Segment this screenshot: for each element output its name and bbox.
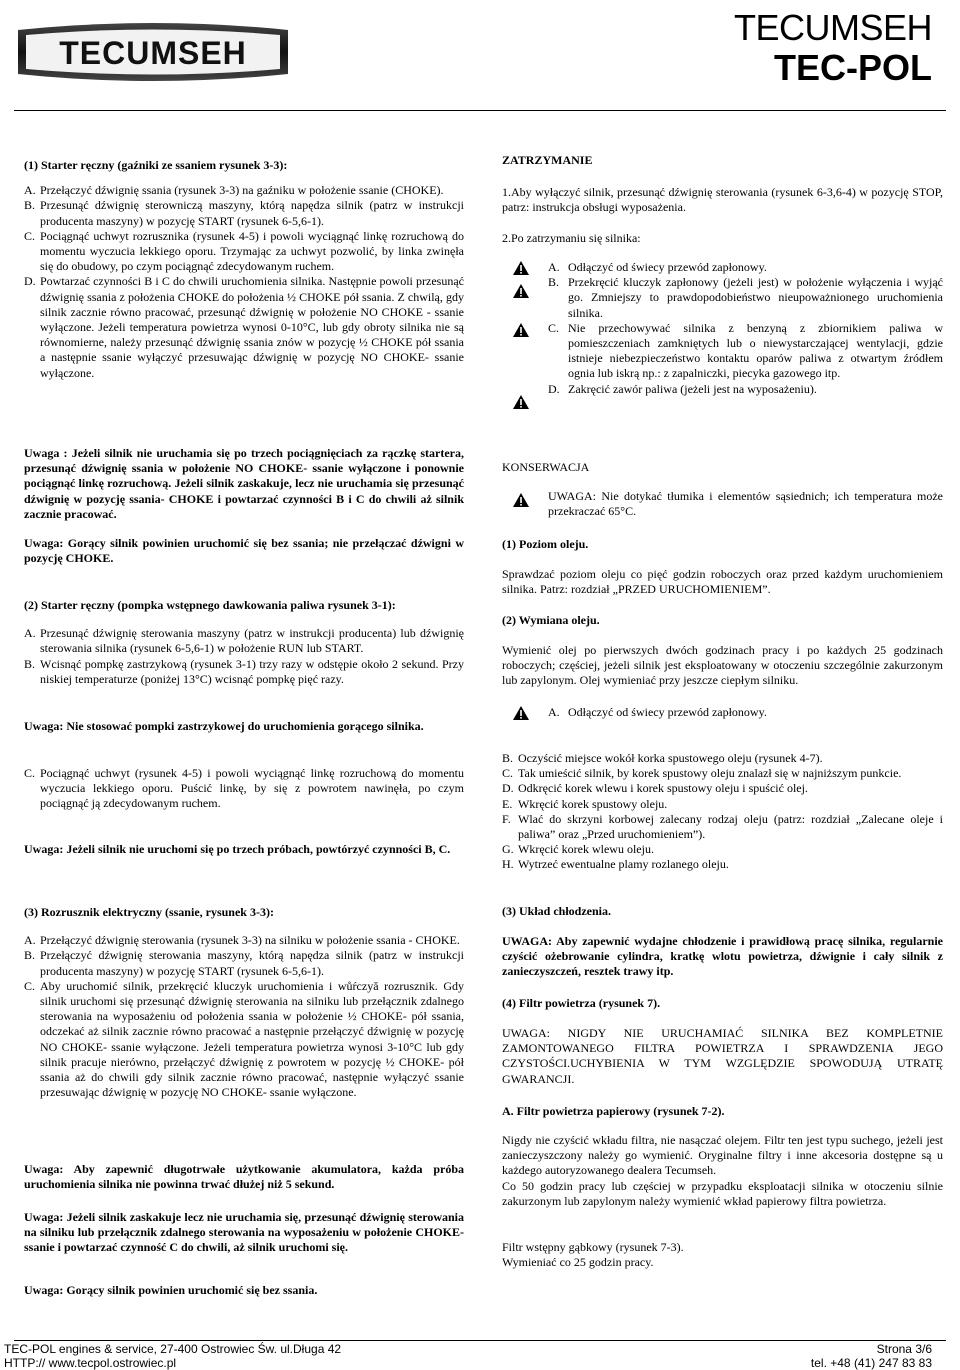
- note-no-primer-hot: Uwaga: Nie stosować pompki zastrzykowej do uruchomienia gorącego silnika.: [24, 719, 424, 733]
- list-item: [24, 229, 464, 275]
- list-text: Pociągnąć uchwyt (rysunek 4-5) i powoli wyciągnąć linkę rozruchową do momentu wyczucia lekkiego oporu. Puścić linkę, by się z powrotem nawinęła, po czym pociągnąć ją zdecydowanym ruchem.: [40, 766, 464, 811]
- list-item: [502, 857, 943, 872]
- footer-page-number: Strona 3/6: [876, 1342, 932, 1356]
- list-text: Tak umieścić silnik, by korek spustowy oleju znalazł się w najniższym punkcie.: [518, 766, 902, 781]
- warning-triangle-icon: [512, 260, 530, 276]
- list-label: E.: [502, 796, 513, 811]
- note-no-start: Uwaga : Jeżeli silnik nie uruchamia się po trzech pociągnięciach za rączkę startera, przesunąć dźwignię ssania w położenie NO CHOKE- ssanie wyłączone i ponownie pociągnąć linkę rozruchową. Jeżeli silnik zaskakuje, lecz nie uruchamia się przesunąć dźwignię w pozycję ssania- CHOKE i powtarzać czynności B i C do chwili aż silnik zacznie pracować.: [24, 446, 464, 521]
- list-text: Nie przechowywać silnika z benzyną z zbiornikiem paliwa w pomieszczeniach zamkniętych lub o niewystarczającej wentylacji, gdzie istnieje niebezpieczeństwo kontaktu oparów paliwa z otwartym źródłem ognia lub iskrą np.: z zapalniczki, piecyka gazowego itp.: [568, 320, 943, 381]
- section-title: (3) Rozrusznik elektryczny (ssanie, rysunek 3-3):: [24, 905, 274, 919]
- list-label: A.: [24, 933, 36, 948]
- list-text: Przełączyć dźwignię ssania (rysunek 3-3) na gaźniku w położenie ssanie (CHOKE).: [40, 183, 444, 198]
- footer-http: HTTP://: [4, 1356, 49, 1370]
- warning-triangle-icon: [512, 322, 530, 338]
- section-electric-starter: [24, 905, 464, 1100]
- foam-filter-text: Wymieniać co 25 godzin pracy.: [502, 1255, 654, 1269]
- list-text: Pociągnąć uchwyt rozrusznika (rysunek 4-5) i powoli wyciągnąć linkę rozruchową do momentu wyczucia lekkiego oporu. Trzymając za uchwyt pozwolić, by linka zwinęła się do obudowy, po czym pociągnąć zdecydowanym ruchem.: [40, 228, 464, 274]
- list-label: D.: [548, 381, 560, 396]
- stop-step-2: 2.Po zatrzymaniu się silnika:: [502, 231, 641, 245]
- header-divider: [14, 110, 946, 111]
- warning-label: UWAGA: [548, 489, 593, 503]
- list-text: Przełączyć dźwignię sterowania (rysunek 3-3) na silniku w położenie ssania - CHOKE.: [40, 933, 460, 948]
- footer-url-link[interactable]: www.tecpol.ostrowiec.pl: [48, 1356, 177, 1370]
- list-item: [502, 781, 943, 796]
- warning-triangle-icon: [512, 394, 530, 410]
- list-item: [502, 797, 943, 812]
- oil-change-title: (2) Wymiana oleju.: [502, 613, 600, 627]
- paper-filter-title: A. Filtr powietrza papierowy (rysunek 7-2).: [502, 1104, 725, 1118]
- list-text: Zakręcić zawór paliwa (jeżeli jest na wyposażeniu).: [568, 381, 817, 396]
- list-item: [548, 275, 943, 321]
- list-label: C.: [24, 228, 36, 243]
- oil-warning: [502, 705, 943, 720]
- air-filter-title: (4) Filtr powietrza (rysunek 7).: [502, 996, 661, 1010]
- brand-top: TECUMSEH: [733, 7, 932, 48]
- list-item: [502, 842, 943, 857]
- stop-list: [502, 260, 943, 397]
- warning-triangle-icon: [512, 705, 530, 721]
- list-label: G.: [502, 842, 514, 857]
- footer-divider: [14, 1340, 946, 1341]
- list-item: [24, 657, 464, 687]
- list-label: H.: [502, 857, 514, 872]
- note-remote-choke: Uwaga: Jeżeli silnik zaskakuje lecz nie uruchamia się, przesunąć dźwignię sterowania na silniku lub przełącznik zdalnego sterowania na wyposażeniu w położenie CHOKE- ssanie i powtarzać czynność C do chwili, aż silnik uruchomi się.: [24, 1210, 464, 1255]
- note-three-tries: Uwaga: Jeżeli silnik nie uruchomi się po trzech próbach, powtórzyć czynności B, C.: [24, 842, 451, 856]
- list-label: B.: [24, 198, 36, 213]
- paper-filter-text-1: Nigdy nie czyścić wkładu filtra, nie nasączać olejem. Filtr ten jest typu suchego, jeżeli jest zanieczyszczony należy go wymienić. Oryginalne filtry i inne akcesoria dostępne są u każdego autoryzowanego dealera Tecumseh.: [502, 1133, 943, 1178]
- list-label: F.: [502, 811, 511, 826]
- list-item: [24, 274, 464, 380]
- list-label: C.: [548, 320, 560, 335]
- oil-steps: [502, 751, 943, 873]
- list-text: Odłączyć od świecy przewód zapłonowy.: [568, 705, 767, 719]
- list-label: B.: [548, 275, 560, 290]
- list-item: [24, 933, 464, 948]
- footer-phone: tel. +48 (41) 247 83 83: [810, 1356, 932, 1370]
- section-title: (2) Starter ręczny (pompka wstępnego dawkowania paliwa rysunek 3-1):: [24, 598, 396, 612]
- list-item: [502, 766, 943, 781]
- list-item: [24, 948, 464, 978]
- stop-step-1: 1.Aby wyłączyć silnik, przesunąć dźwignię sterowania (rysunek 6-3,6-4) w pozycję STOP, patrz: instrukcja obsługi wyposażenia.: [502, 185, 943, 215]
- list-text: Powtarzać czynności B i C do chwili uruchomienia silnika. Następnie powoli przesunąć dźwignię ssania z położenia CHOKE do położenia ½ CHOKE pół ssania. Z chwilą, gdy silnik zacznie równo pracować, przesunąć dźwignię w położenie NO CHOKE - ssanie wyłączone. Jeżeli temperatura powietrza wynosi 0-10°C, lub gdy obroty silnika nie są równomierne, należy przesunąć dźwignię ssania znów w pozycję ½ CHOKE pół ssania a następnie ssanie wyłączyć przesuwając dźwignię w pozycję NO CHOKE- ssanie wyłączone.: [40, 274, 464, 380]
- list-item: [548, 705, 943, 720]
- note-hot-no-choke: Uwaga: Gorący silnik powinien uruchomić się bez ssania.: [24, 1283, 318, 1297]
- warning-text: : Nie dotykać tłumika i elementów sąsiednich; ich temperatura może przekraczać 65°C.: [548, 489, 943, 519]
- cooling-title: (3) Układ chłodzenia.: [502, 904, 612, 918]
- brand-bottom: TEC-POL: [774, 47, 932, 88]
- list-item: [548, 382, 943, 397]
- cooling-text: UWAGA: Aby zapewnić wydajne chłodzenie i prawidłową pracę silnika, regularnie czyścić ożebrowanie cylindra, kratkę wlotu powietrza, dźwignie i cały silnik z zanieczyszczeń, resztek trawy itp.: [502, 934, 943, 979]
- list-item: [24, 626, 464, 656]
- list-label: C.: [24, 766, 36, 780]
- footer-company: TEC-POL engines & service, 27-400 Ostrowiec Św. ul.Długa 42: [4, 1342, 342, 1356]
- section-title-maintenance: KONSERWACJA: [502, 460, 590, 474]
- paper-filter-text-2: Co 50 godzin pracy lub częściej w przypadku eksploatacji silnika w otoczeniu silnie zakurzonym lub zapylonym należy wymienić wkład papierowy filtra powietrza.: [502, 1179, 943, 1209]
- list-text: Wkręcić korek spustowy oleju.: [518, 796, 668, 811]
- list-label: A.: [548, 705, 560, 719]
- list-label: B.: [24, 948, 36, 963]
- note-hot-engine: Uwaga: Gorący silnik powinien uruchomić się bez ssania; nie przełączać dźwigni w pozycję CHOKE.: [24, 536, 464, 566]
- stop-items: [548, 260, 943, 397]
- list-text: Przesunąć dźwignię sterowania maszyny (patrz w instrukcji producenta) lub dźwignię sterowania silnika (rysunek 6-5,6-1) w położenie RUN lub START.: [40, 626, 464, 656]
- list-label: C.: [24, 978, 36, 993]
- list-item: [24, 979, 464, 1101]
- list-label: D.: [24, 274, 36, 289]
- section-starter-primer: [24, 598, 464, 687]
- list-text: Aby uruchomić silnik, przekręcić kluczyk uruchomienia i wůŕczyă rozrusznik. Gdy silnik uruchomi się przesunąć dźwignię sterowania na silniku lub przełącznik zdalnego sterowania na wyposażeniu od położenia ssania w położenie ½ CHOKE- pół ssania, odczekać aż silnik zacznie równo pracować a następnie przełączyć dźwignię w pozycję NO CHOKE- ssanie wyłączone. Jeżeli temperatura powietrza wynosi 3-10°C lub gdy silnik pracuje nierówno, przełączyć dźwignię z powrotem w pozycję ½ CHOKE- pół ssania aż do chwili gdy silnik zacznie równo pracować, następnie wyłączyć ssanie przesuwając dźwignię w pozycję NO CHOKE- ssanie wyłączone.: [40, 978, 464, 1100]
- list-text: Przesunąć dźwignię sterowniczą maszyny, którą napędza silnik (patrz w instrukcji producenta maszyny) w pozycję START (rysunek 6-5,6-1).: [40, 198, 464, 228]
- oil-level-text: Sprawdzać poziom oleju co pięć godzin roboczych oraz przed każdym uruchomieniem silnika. Patrz: rozdział „PRZED URUCHOMIENIEM”.: [502, 567, 943, 597]
- footer-right: [811, 1342, 932, 1370]
- note-battery: Uwaga: Aby zapewnić długotrwałe użytkowanie akumulatora, każda próba uruchomienia silnika nie powinna trwać dłużej niż 5 sekund.: [24, 1162, 464, 1192]
- list-item: [24, 183, 464, 198]
- list-text: Oczyścić miejsce wokół korka spustowego oleju (rysunek 4-7).: [518, 751, 823, 765]
- section-title: (1) Starter ręczny (gaźniki ze ssaniem rysunek 3-3):: [24, 158, 288, 172]
- list-item: [502, 812, 943, 842]
- list-label: A.: [24, 626, 36, 641]
- oil-change-text: Wymienić olej po pierwszych dwóch godzinach pracy i po każdych 25 godzinach roboczych; częściej, jeżeli silnik jest eksploatowany w otoczeniu szczególnie zakurzonym lub zapylonym. Olej wymieniać przy jeszcze ciepłym silniku.: [502, 643, 943, 688]
- tecumseh-logo-graphic: [12, 22, 294, 82]
- section-title-stop: ZATRZYMANIE: [502, 153, 593, 167]
- tecumseh-logo: [12, 22, 294, 82]
- list-label: C.: [502, 766, 514, 781]
- list-item: [24, 198, 464, 228]
- footer-left: [4, 1342, 341, 1370]
- warning-triangle-icon: [512, 492, 530, 508]
- list-text: Przełączyć dźwignię sterowania maszyny, którą napędza silnik (patrz w instrukcji producenta maszyny) w pozycję START (rysunek 6-5,6-1).: [40, 948, 464, 978]
- list-text: Odłączyć od świecy przewód zapłonowy.: [568, 260, 767, 274]
- list-label: A.: [24, 183, 36, 198]
- list-label: B.: [502, 751, 514, 765]
- foam-filter-title: Filtr wstępny gąbkowy (rysunek 7-3).: [502, 1240, 684, 1254]
- brand-block: [734, 8, 932, 88]
- list-item: [24, 766, 464, 812]
- air-filter-warning: UWAGA: NIGDY NIE URUCHAMIAĆ SILNIKA BEZ KOMPLETNIE ZAMONTOWANEGO FILTRA POWIETRZA I SPRAWDZENIA JEGO CZYSTOŚCI.UCHYBIENIA W TYM WZGLĘDZIE SPOWODUJĄ UTRATĘ GWARANCJI.: [502, 1026, 943, 1086]
- list-text: Wcisnąć pompkę zastrzykową (rysunek 3-1) trzy razy w odstępie około 2 sekund. Przy niskiej temperaturze (poniżej 13°C) wcisnąć pompkę pięć razy.: [40, 656, 464, 686]
- list-text: Odkręcić korek wlewu i korek spustowy oleju i spuścić olej.: [518, 781, 808, 796]
- list-text: Przekręcić kluczyk zapłonowy (jeżeli jest) w położenie wyłączenia i wyjąć go. Zmniejszy to prawdopodobieństwo nieupoważnionego uruchomienia silnika.: [568, 275, 943, 320]
- list-label: A.: [548, 260, 560, 274]
- list-text: Wytrzeć ewentualne plamy rozlanego oleju.: [518, 857, 729, 872]
- footer-web: [4, 1356, 341, 1370]
- maintenance-warning: [502, 489, 943, 519]
- list-item: [502, 751, 943, 766]
- maintenance-warning-text: [548, 489, 943, 519]
- list-item: [548, 260, 943, 275]
- warning-triangle-icon: [512, 283, 530, 299]
- svg-text:TECUMSEH: TECUMSEH: [59, 35, 247, 71]
- list-text: Wlać do skrzyni korbowej zalecany rodzaj oleju (patrz: rozdział „Zalecane oleje i paliwa” oraz „Przed uruchomieniem”).: [518, 811, 943, 842]
- list-text: Wkręcić korek wlewu oleju.: [518, 842, 654, 857]
- list-item: [548, 321, 943, 382]
- section-starter-manual-choke: [24, 158, 464, 381]
- list-label: B.: [24, 656, 36, 671]
- oil-level-title: (1) Poziom oleju.: [502, 537, 589, 551]
- list-label: D.: [502, 781, 514, 796]
